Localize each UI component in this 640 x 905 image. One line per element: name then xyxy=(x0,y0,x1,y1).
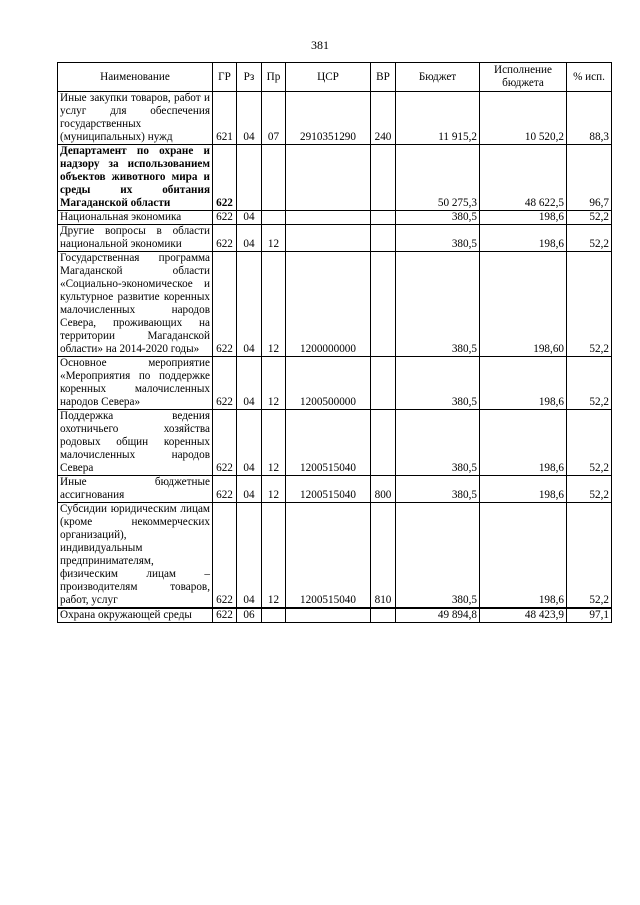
row-csr: 1200000000 xyxy=(286,252,371,357)
row-gr: 622 xyxy=(213,357,237,410)
row-gr: 622 xyxy=(213,252,237,357)
header-pr: Пр xyxy=(262,63,286,92)
row-pr xyxy=(262,145,286,211)
row-pr xyxy=(262,211,286,225)
row-name: Национальная экономика xyxy=(58,211,213,225)
row-budget: 49 894,8 xyxy=(396,608,480,623)
row-budget: 380,5 xyxy=(396,211,480,225)
row-execution: 198,6 xyxy=(480,225,567,252)
table-row xyxy=(58,211,612,225)
row-csr: 2910351290 xyxy=(286,92,371,145)
row-percent: 52,2 xyxy=(567,476,612,503)
row-rz: 04 xyxy=(237,476,262,503)
row-vr xyxy=(371,608,396,623)
row-vr: 800 xyxy=(371,476,396,503)
row-pr: 12 xyxy=(262,503,286,609)
row-percent: 88,3 xyxy=(567,92,612,145)
row-budget: 380,5 xyxy=(396,476,480,503)
table-row xyxy=(58,92,612,145)
row-csr: 1200515040 xyxy=(286,410,371,476)
row-budget: 380,5 xyxy=(396,357,480,410)
row-csr xyxy=(286,145,371,211)
row-gr: 622 xyxy=(213,608,237,623)
table-row xyxy=(58,145,612,211)
row-execution: 198,6 xyxy=(480,357,567,410)
row-rz: 04 xyxy=(237,211,262,225)
header-execution: Исполнение бюджета xyxy=(480,63,567,92)
row-vr: 240 xyxy=(371,92,396,145)
row-percent: 52,2 xyxy=(567,503,612,609)
row-pr: 12 xyxy=(262,476,286,503)
row-vr xyxy=(371,252,396,357)
row-gr: 621 xyxy=(213,92,237,145)
row-rz: 04 xyxy=(237,225,262,252)
row-execution: 198,6 xyxy=(480,410,567,476)
table-row xyxy=(58,476,612,503)
row-budget: 380,5 xyxy=(396,410,480,476)
row-name: Другие вопросы в области национальной экономики xyxy=(58,225,213,252)
row-name: Поддержка ведения охотничьего хозяйства родовых общин коренных малочисленных народов Севера xyxy=(58,410,213,476)
row-percent: 52,2 xyxy=(567,252,612,357)
row-percent: 97,1 xyxy=(567,608,612,623)
row-rz: 04 xyxy=(237,357,262,410)
row-execution: 198,6 xyxy=(480,211,567,225)
row-percent: 52,2 xyxy=(567,225,612,252)
header-name: Наименование xyxy=(58,63,213,92)
row-pr xyxy=(262,608,286,623)
table-row xyxy=(58,357,612,410)
row-csr xyxy=(286,608,371,623)
row-pr: 07 xyxy=(262,92,286,145)
row-budget: 380,5 xyxy=(396,225,480,252)
row-execution: 48 423,9 xyxy=(480,608,567,623)
row-budget: 11 915,2 xyxy=(396,92,480,145)
row-gr: 622 xyxy=(213,410,237,476)
row-percent: 52,2 xyxy=(567,211,612,225)
row-csr: 1200515040 xyxy=(286,503,371,609)
row-rz: 06 xyxy=(237,608,262,623)
row-name: Иные закупки товаров, работ и услуг для обеспечения государственных (муниципальных) нужд xyxy=(58,92,213,145)
row-csr xyxy=(286,225,371,252)
table-row xyxy=(58,410,612,476)
row-rz: 04 xyxy=(237,92,262,145)
row-gr: 622 xyxy=(213,211,237,225)
row-pr: 12 xyxy=(262,252,286,357)
page-number: 381 xyxy=(311,38,329,52)
row-percent: 52,2 xyxy=(567,410,612,476)
row-execution: 198,6 xyxy=(480,476,567,503)
row-csr: 1200500000 xyxy=(286,357,371,410)
table-header xyxy=(58,63,612,92)
row-vr: 810 xyxy=(371,503,396,609)
row-vr xyxy=(371,410,396,476)
header-csr: ЦСР xyxy=(286,63,371,92)
row-budget: 380,5 xyxy=(396,252,480,357)
header-vr: ВР xyxy=(371,63,396,92)
row-gr: 622 xyxy=(213,503,237,609)
row-rz xyxy=(237,145,262,211)
row-vr xyxy=(371,357,396,410)
budget-table xyxy=(57,62,612,623)
row-csr xyxy=(286,211,371,225)
row-vr xyxy=(371,225,396,252)
header-budget: Бюджет xyxy=(396,63,480,92)
row-percent: 52,2 xyxy=(567,357,612,410)
row-execution: 48 622,5 xyxy=(480,145,567,211)
row-execution: 198,60 xyxy=(480,252,567,357)
header-rz: Рз xyxy=(237,63,262,92)
row-gr: 622 xyxy=(213,225,237,252)
row-pr: 12 xyxy=(262,225,286,252)
row-rz: 04 xyxy=(237,410,262,476)
table-row xyxy=(58,503,612,609)
table-row xyxy=(58,608,612,623)
row-name: Охрана окружающей среды xyxy=(58,608,213,623)
row-name: Субсидии юридическим лицам (кроме некоммерческих организаций), индивидуальным предпринимателям, физическим лицам – производителям товаров, работ, услуг xyxy=(58,503,213,609)
row-pr: 12 xyxy=(262,410,286,476)
row-name: Департамент по охране и надзору за использованием объектов животного мира и среды их обитания Магаданской области xyxy=(58,145,213,211)
row-name: Иные бюджетные ассигнования xyxy=(58,476,213,503)
row-vr xyxy=(371,211,396,225)
row-gr: 622 xyxy=(213,476,237,503)
row-pr: 12 xyxy=(262,357,286,410)
row-name: Государственная программа Магаданской области «Социально-экономическое и культурное развитие коренных малочисленных народов Севера, проживающих на территории Магаданской области» на 2014-2020 годы» xyxy=(58,252,213,357)
row-budget: 50 275,3 xyxy=(396,145,480,211)
header-gr: ГР xyxy=(213,63,237,92)
row-budget: 380,5 xyxy=(396,503,480,609)
row-vr xyxy=(371,145,396,211)
row-execution: 10 520,2 xyxy=(480,92,567,145)
row-rz: 04 xyxy=(237,252,262,357)
row-gr: 622 xyxy=(213,145,237,211)
row-csr: 1200515040 xyxy=(286,476,371,503)
table-row xyxy=(58,252,612,357)
row-name: Основное мероприятие «Мероприятия по поддержке коренных малочисленных народов Севера» xyxy=(58,357,213,410)
table-row xyxy=(58,225,612,252)
header-percent: % исп. xyxy=(567,63,612,92)
row-percent: 96,7 xyxy=(567,145,612,211)
row-execution: 198,6 xyxy=(480,503,567,609)
row-rz: 04 xyxy=(237,503,262,609)
